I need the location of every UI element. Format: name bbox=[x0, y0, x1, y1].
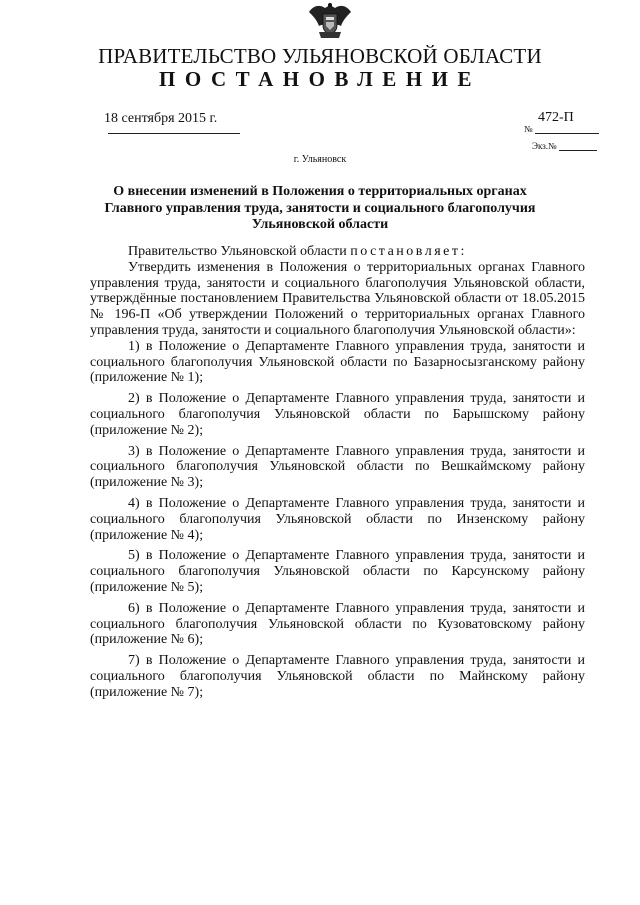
list-item: 3) в Положение о Департаменте Главного управления труда, занятости и социального благополучия Ульяновской области по Вешкаймскому району (приложение № 3); bbox=[90, 443, 585, 491]
intro-lead: Правительство Ульяновской области bbox=[128, 244, 347, 259]
number-blank-line bbox=[535, 125, 599, 134]
document-body bbox=[90, 244, 585, 701]
list-item: 6) в Положение о Департаменте Главного управления труда, занятости и социального благополучия Ульяновской области по Кузоватовскому району (приложение № 6); bbox=[90, 600, 585, 648]
number-field-row bbox=[524, 124, 599, 134]
list-item: 5) в Положение о Департаменте Главного управления труда, занятости и социального благополучия Ульяновской области по Карсунскому району (приложение № 5); bbox=[90, 548, 585, 595]
date-underline bbox=[108, 133, 240, 134]
list-item: 2) в Положение о Департаменте Главного управления труда, занятости и социального благополучия Ульяновской области по Барышскому району (приложение № 2); bbox=[90, 391, 585, 438]
copy-field-row bbox=[532, 141, 597, 151]
list-item: 4) в Положение о Департаменте Главного управления труда, занятости и социального благополучия Ульяновской области по Инзенскому району (приложение № 4); bbox=[90, 495, 585, 543]
resolution-paragraph: Утвердить изменения в Положения о территориальных органах Главного управления труда, занятости и социального благополучия Ульяновской области, утверждённые постановлением Правительства Ульяновской области от 18.05.2015 № 196-П «Об утверждении Положений о территориальных органах Главного управления труда, занятости и социального благополучия Ульяновской области»: bbox=[90, 259, 585, 338]
list-item: 1) в Положение о Департаменте Главного управления труда, занятости и социального благополучия Ульяновской области по Базарносызганскому району (приложение № 1); bbox=[90, 338, 585, 386]
document-date: 18 сентября 2015 г. bbox=[104, 111, 218, 126]
intro-verb: постановляет: bbox=[350, 244, 467, 259]
city: г. Ульяновск bbox=[293, 154, 347, 165]
coat-of-arms-emblem bbox=[305, 2, 355, 42]
list-item: 7) в Положение о Департаменте Главного управления труда, занятости и социального благополучия Ульяновской области по Майнскому району (приложение № 7); bbox=[90, 653, 585, 700]
government-name: ПРАВИТЕЛЬСТВО УЛЬЯНОВСКОЙ ОБЛАСТИ bbox=[98, 44, 542, 68]
document-number: 472-П bbox=[538, 110, 574, 125]
document-type: ПОСТАНОВЛЕНИЕ bbox=[159, 67, 481, 91]
document-heading: О внесении изменений в Положения о территориальных органах Главного управления труда, занятости и социального благополучия Ульяновской области bbox=[104, 184, 536, 232]
intro-paragraph bbox=[90, 244, 585, 260]
number-label: № bbox=[524, 124, 533, 134]
copy-label: Экз.№ bbox=[532, 141, 557, 151]
copy-blank-line bbox=[559, 142, 597, 151]
